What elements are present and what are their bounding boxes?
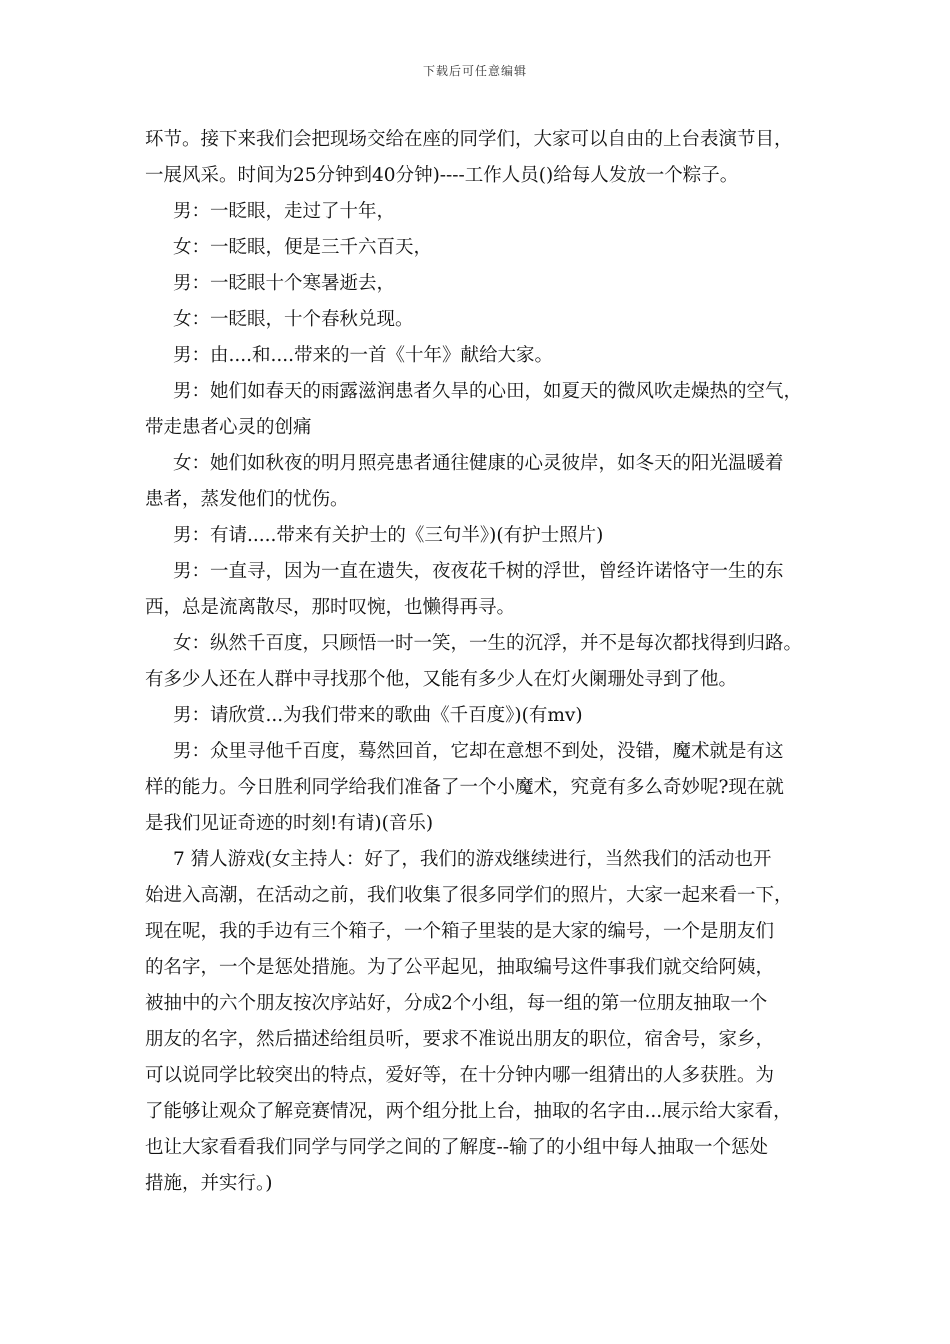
document-body — [145, 122, 825, 1202]
text-line: 了能够让观众了解竞赛情况，两个组分批上台，抽取的名字由...展示给大家看， — [145, 1101, 792, 1122]
text-line: 7 猜人游戏(女主持人：好了，我们的游戏继续进行，当然我们的活动也开 — [173, 849, 772, 870]
text-line: 西，总是流离散尽，那时叹惋，也懒得再寻。 — [145, 597, 516, 618]
text-line: 是我们见证奇迹的时刻!有请)(音乐) — [145, 813, 434, 834]
page-header: 下载后可任意编辑 — [422, 64, 527, 78]
text-line: 措施，并实行。) — [145, 1173, 273, 1194]
text-line: 女：一眨眼，十个春秋兑现。 — [173, 309, 414, 330]
text-line: 女：她们如秋夜的明月照亮患者通往健康的心灵彼岸，如冬天的阳光温暖着 — [173, 453, 784, 474]
text-line: 男：她们如春天的雨露滋润患者久旱的心田，如夏天的微风吹走燥热的空气， — [173, 381, 803, 402]
text-line: 始进入高潮，在活动之前，我们收集了很多同学们的照片，大家一起来看一下， — [145, 885, 793, 906]
text-line: 带走患者心灵的创痛 — [145, 417, 312, 438]
text-line: 男：一眨眼十个寒暑逝去， — [173, 273, 396, 294]
text-line: 一展风采。时间为25分钟到40分钟)----工作人员()给每人发放一个粽子。 — [145, 165, 739, 186]
text-line: 男：有请.....带来有关护士的《三句半》)(有护士照片) — [173, 525, 604, 546]
text-line: 男：请欣赏...为我们带来的歌曲《千百度》)(有mv) — [173, 705, 583, 726]
text-line: 患者，蒸发他们的忧伤。 — [145, 489, 349, 510]
text-line: 女：纵然千百度，只顾悟一时一笑，一生的沉浮，并不是每次都找得到归路。 — [173, 633, 803, 654]
text-line: 的名字，一个是惩处措施。为了公平起见，抽取编号这件事我们就交给阿姨， — [145, 957, 775, 978]
text-line: 也让大家看看我们同学与同学之间的了解度--输了的小组中每人抽取一个惩处 — [145, 1137, 769, 1158]
text-line: 男：一眨眼，走过了十年， — [173, 201, 396, 222]
text-line: 男：由....和....带来的一首《十年》献给大家。 — [173, 345, 554, 366]
text-line: 男：一直寻，因为一直在遗失，夜夜花千树的浮世，曾经许诺恪守一生的东 — [173, 561, 784, 582]
text-line: 环节。接下来我们会把现场交给在座的同学们，大家可以自由的上台表演节目， — [145, 129, 793, 150]
text-line: 朋友的名字，然后描述给组员听，要求不准说出朋友的职位，宿舍号，家乡， — [145, 1029, 775, 1050]
text-line: 被抽中的六个朋友按次序站好，分成2个小组，每一组的第一位朋友抽取一个 — [145, 993, 768, 1014]
text-line: 可以说同学比较突出的特点，爱好等，在十分钟内哪一组猜出的人多获胜。为 — [145, 1065, 775, 1086]
text-line: 有多少人还在人群中寻找那个他，又能有多少人在灯火阑珊处寻到了他。 — [145, 669, 738, 690]
text-line: 样的能力。今日胜利同学给我们准备了一个小魔术，究竟有多么奇妙呢?现在就 — [145, 777, 784, 798]
text-line: 女：一眨眼，便是三千六百天， — [173, 237, 433, 258]
text-line: 现在呢，我的手边有三个箱子，一个箱子里装的是大家的编号，一个是朋友们 — [145, 921, 775, 942]
text-line: 男：众里寻他千百度，蓦然回首，它却在意想不到处，没错，魔术就是有这 — [173, 741, 784, 762]
